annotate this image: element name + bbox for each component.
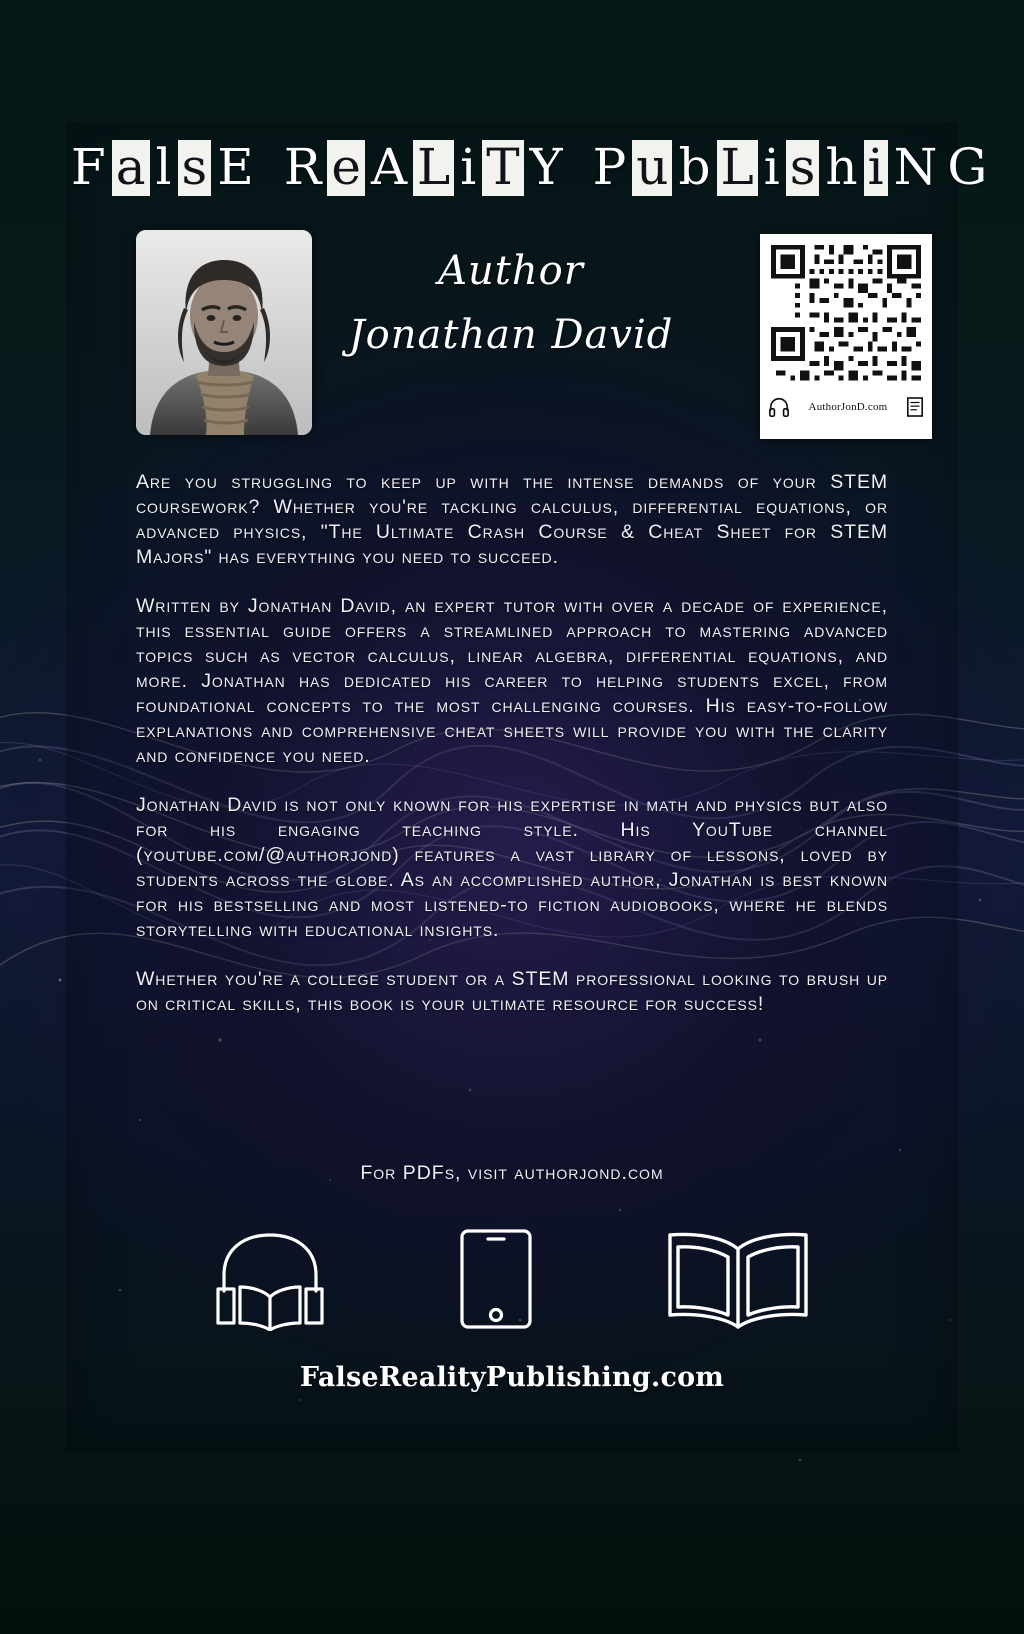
- masthead-char: P: [592, 138, 627, 196]
- blurb-paragraph: Jonathan David is not only known for his expertise in math and physics but also for his engaging teaching style. His YouTube channel (youtube.com/@authorjond) features a vast library of lessons, loved by students across the globe. As an accomplished author, Jonathan is best known for his bestselling and most listened-to fiction audiobooks, where he blends storytelling with educational insights.: [136, 794, 888, 941]
- blurb-paragraph: Whether you're a college student or a STEM professional looking to brush up on critical skills, this book is your ultimate resource for success!: [136, 968, 888, 1015]
- masthead-char: A: [370, 138, 408, 196]
- masthead-char: s: [786, 140, 820, 196]
- masthead-char: L: [717, 140, 758, 196]
- qr-code-block[interactable]: [760, 234, 932, 439]
- blurb-body: [136, 470, 888, 1041]
- qr-code-icon[interactable]: [766, 240, 926, 390]
- masthead-char: i: [460, 138, 477, 196]
- author-block: [346, 248, 676, 358]
- masthead-char: a: [112, 140, 150, 196]
- blurb-paragraph: Are you struggling to keep up with the intense demands of your STEM coursework? Whether you're tackling calculus, differential equations, or advanced physics, "The Ultimate Crash Course & Cheat Sheet for STEM Majors" has everything you need to succeed.: [136, 471, 888, 568]
- format-icons-row: [66, 1227, 958, 1331]
- publisher-masthead: [66, 138, 988, 196]
- masthead-char: h: [825, 138, 858, 196]
- masthead-char: E: [217, 138, 254, 196]
- publisher-website[interactable]: FalseRealityPublishing.com: [299, 1362, 725, 1393]
- masthead-char: u: [632, 140, 672, 196]
- qr-caption-row: [766, 390, 926, 424]
- masthead-char: l: [155, 138, 172, 196]
- masthead-char: i: [763, 138, 780, 196]
- author-portrait: [136, 230, 312, 435]
- pdf-note: For PDFs, visit authorjond.com: [360, 1162, 664, 1184]
- book-icon: [906, 396, 924, 418]
- qr-caption: AuthorJonD.com: [808, 401, 888, 413]
- masthead-char: N: [893, 138, 938, 196]
- masthead-char: e: [327, 140, 365, 196]
- audiobook-icon: [210, 1227, 330, 1331]
- masthead-char: i: [864, 140, 888, 196]
- ebook-tablet-icon: [454, 1227, 538, 1331]
- print-book-icon: [662, 1227, 814, 1331]
- author-name: Jonathan David: [348, 312, 674, 358]
- masthead-char: T: [482, 140, 523, 196]
- header-row: [66, 230, 958, 450]
- masthead-char: Y: [529, 138, 563, 196]
- content-card: [66, 122, 988, 1452]
- masthead-char: R: [283, 138, 322, 196]
- masthead-char: b: [678, 138, 711, 196]
- masthead-char: F: [71, 138, 106, 196]
- masthead-char: L: [413, 140, 454, 196]
- blurb-paragraph: Written by Jonathan David, an expert tutor with over a decade of experience, this essential guide offers a streamlined approach to mastering advanced topics such as vector calculus, linear algebra, differential equations, and more. Jonathan has dedicated his career to helping students excel, from foundational concepts to the most challenging courses. His easy-to-follow explanations and comprehensive cheat sheets will provide you with the clarity and confidence you need.: [136, 595, 888, 767]
- masthead-char: G: [947, 138, 988, 196]
- masthead-char: s: [178, 140, 212, 196]
- author-label: Author: [438, 248, 584, 294]
- headphones-icon: [768, 396, 790, 418]
